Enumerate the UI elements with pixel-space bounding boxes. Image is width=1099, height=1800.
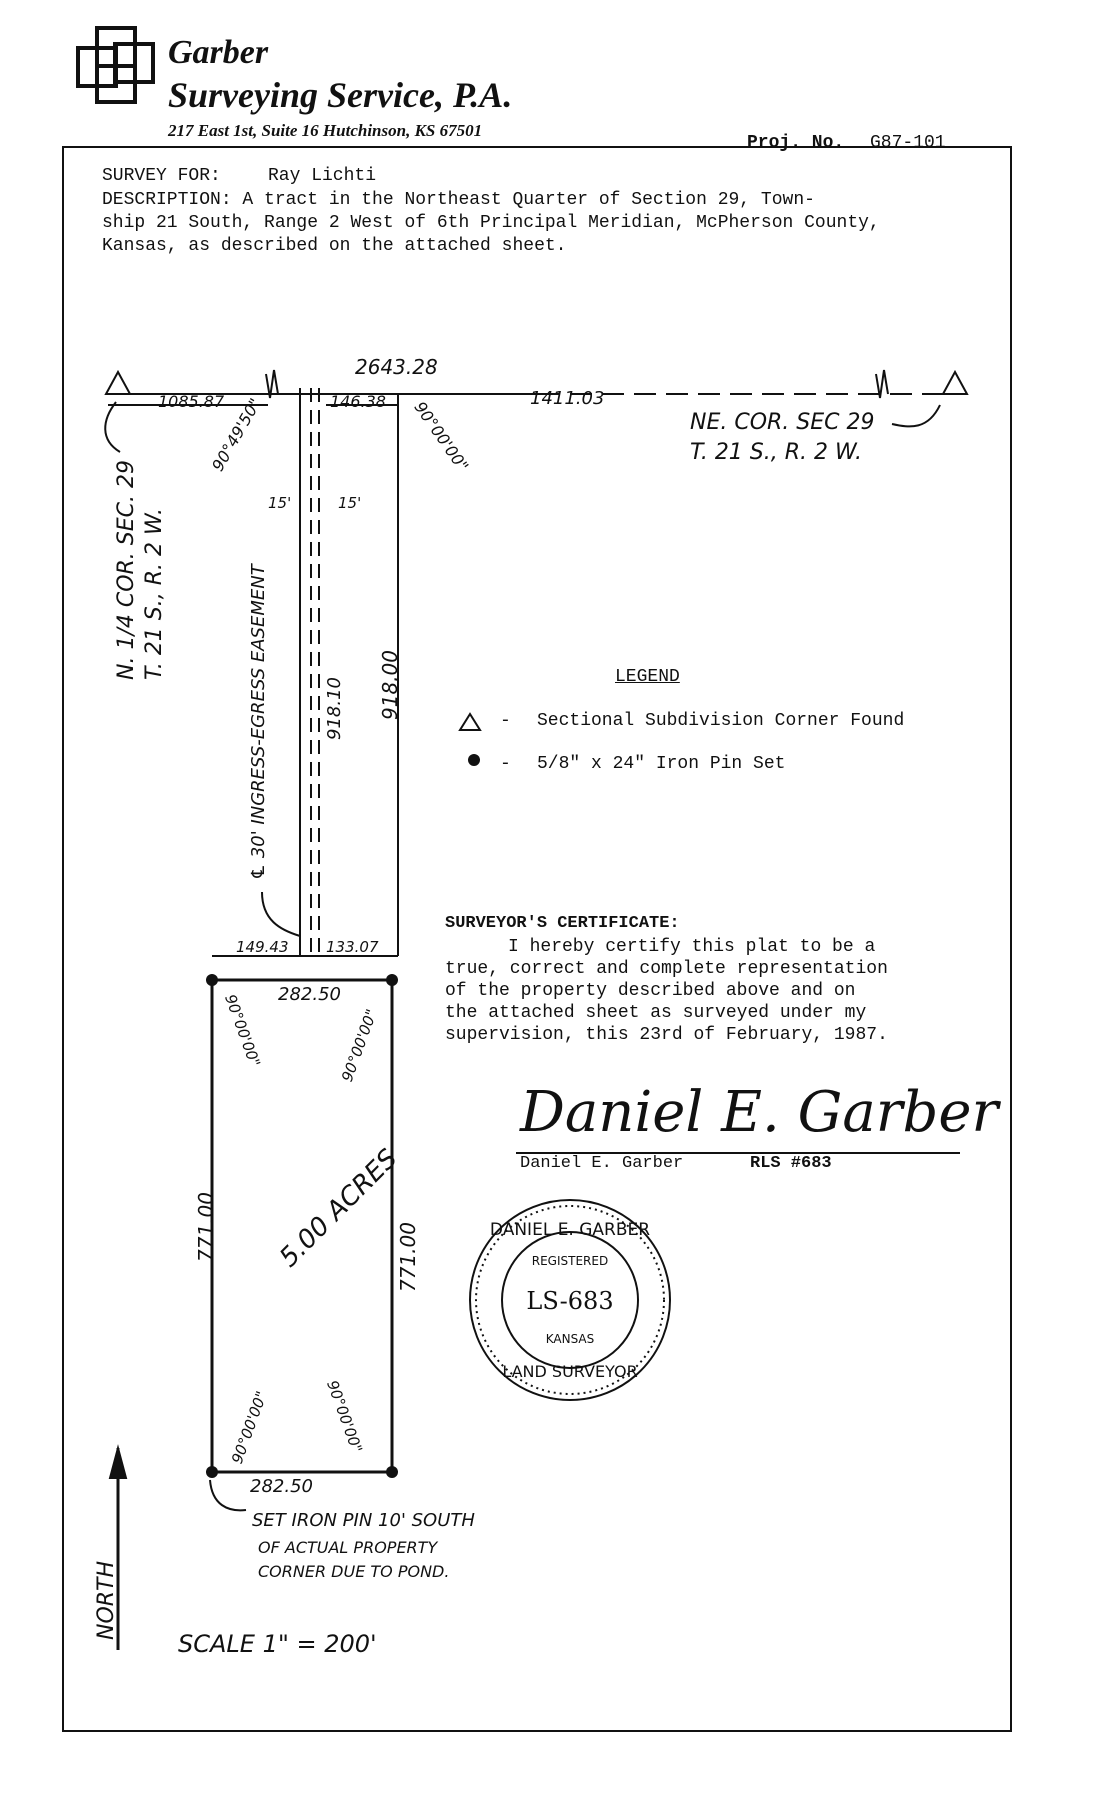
surveyor-signature: Daniel E. Garber <box>520 1080 999 1145</box>
tract-top-distance: 282.50 <box>278 984 341 1005</box>
iron-pin-nw <box>206 974 218 986</box>
legend-item-corner: Sectional Subdivision Corner Found <box>537 711 905 731</box>
legend-item-pin: 5/8" x 24" Iron Pin Set <box>537 754 786 774</box>
n-quarter-corner-triangle <box>106 372 130 394</box>
company-name-line1: Garber <box>168 34 269 71</box>
certificate-line-1: I hereby certify this plat to be a <box>508 937 876 957</box>
easement-width-left: 15' <box>268 494 292 512</box>
top-left-distance: 1085.87 <box>158 392 225 411</box>
tract-area: 5.00 ACRES <box>274 1143 404 1274</box>
pin-note-leader <box>210 1480 246 1510</box>
description-line-3: Kansas, as described on the attached sheet. <box>102 236 567 256</box>
top-total-distance: 2643.28 <box>355 355 438 379</box>
n-quarter-corner-label-2: T. 21 S., R. 2 W. <box>142 508 167 680</box>
signer-license: RLS #683 <box>750 1154 832 1173</box>
seal-registered: REGISTERED <box>531 1254 609 1268</box>
legend-title: LEGEND <box>615 667 680 687</box>
iron-pin-sw <box>206 1466 218 1478</box>
pin-note-line-2: OF ACTUAL PROPERTY <box>258 1538 438 1557</box>
n-quarter-leader <box>105 402 120 452</box>
corner-angle-ne: 90°00'00" <box>338 1006 381 1085</box>
scale-label: SCALE 1" = 200' <box>178 1630 377 1658</box>
survey-for-value: Ray Lichti <box>268 166 377 186</box>
n-quarter-corner-label-1: N. 1/4 COR. SEC. 29 <box>114 460 139 680</box>
legend-dash-1: - <box>500 711 511 731</box>
company-name-line2: Surveying Service, P.A. <box>168 75 513 115</box>
legend-dash-2: - <box>500 754 511 774</box>
pin-note-line-3: CORNER DUE TO POND. <box>258 1562 450 1581</box>
top-mid-distance: 146.38 <box>330 392 386 411</box>
certificate-title: SURVEYOR'S CERTIFICATE: <box>445 914 680 933</box>
tract-right-distance: 771.00 <box>396 1222 420 1292</box>
easement-leader <box>262 892 300 936</box>
corner-angle-se: 90°00'00" <box>323 1378 366 1456</box>
strip-length-right: 918.00 <box>378 650 402 720</box>
corner-angle-nw: 90°00'00" <box>221 992 264 1070</box>
strip-length-left: 918.10 <box>324 677 345 740</box>
bottom-left-distance: 149.43 <box>236 938 289 956</box>
project-label: Proj. No. <box>747 133 845 153</box>
iron-pin-ne <box>386 974 398 986</box>
angle-ne: 90°00'00" <box>410 398 473 476</box>
top-right-distance: 1411.03 <box>530 388 605 409</box>
pin-note-line-1: SET IRON PIN 10' SOUTH <box>252 1510 475 1531</box>
angle-nw: 90°49'50" <box>208 394 265 475</box>
bottom-right-distance: 133.07 <box>326 938 379 956</box>
ne-corner-triangle <box>943 372 967 394</box>
seal-title: LAND SURVEYOR <box>502 1362 638 1381</box>
certificate-line-2: true, correct and complete representation <box>445 959 888 979</box>
certificate-line-3: of the property described above and on <box>445 981 856 1001</box>
survey-for-label: SURVEY FOR: <box>102 166 221 186</box>
ne-corner-label-1: NE. COR. SEC 29 <box>690 410 875 435</box>
easement-width-right: 15' <box>338 494 362 512</box>
description-line-1: DESCRIPTION: A tract in the Northeast Quarter of Section 29, Town- <box>102 190 815 210</box>
seal-license-number: LS-683 <box>526 1287 614 1315</box>
company-address: 217 East 1st, Suite 16 Hutchinson, KS 67501 <box>168 121 483 140</box>
corner-angle-sw: 90°00'00" <box>228 1388 271 1467</box>
iron-pin-se <box>386 1466 398 1478</box>
ne-corner-label-2: T. 21 S., R. 2 W. <box>690 440 862 465</box>
description-line-2: ship 21 South, Range 2 West of 6th Principal Meridian, McPherson County, <box>102 213 880 233</box>
ne-corner-leader <box>892 405 940 426</box>
signer-name: Daniel E. Garber <box>520 1154 684 1173</box>
legend-pin-symbol <box>468 754 480 766</box>
seal-state: KANSAS <box>545 1332 595 1346</box>
certificate-line-4: the attached sheet as surveyed under my <box>445 1003 867 1023</box>
north-label: NORTH <box>94 1560 119 1640</box>
tract-bottom-distance: 282.50 <box>250 1476 313 1497</box>
certificate-line-5: supervision, this 23rd of February, 1987. <box>445 1025 888 1045</box>
project-number: G87-101 <box>870 133 946 153</box>
easement-label: ℄ 30' INGRESS-EGRESS EASEMENT <box>248 564 269 880</box>
seal-name: DANIEL E. GARBER <box>489 1220 651 1240</box>
north-arrow-head <box>110 1448 126 1478</box>
legend-triangle-symbol <box>460 714 480 730</box>
tract-left-distance: 771.00 <box>194 1192 218 1262</box>
